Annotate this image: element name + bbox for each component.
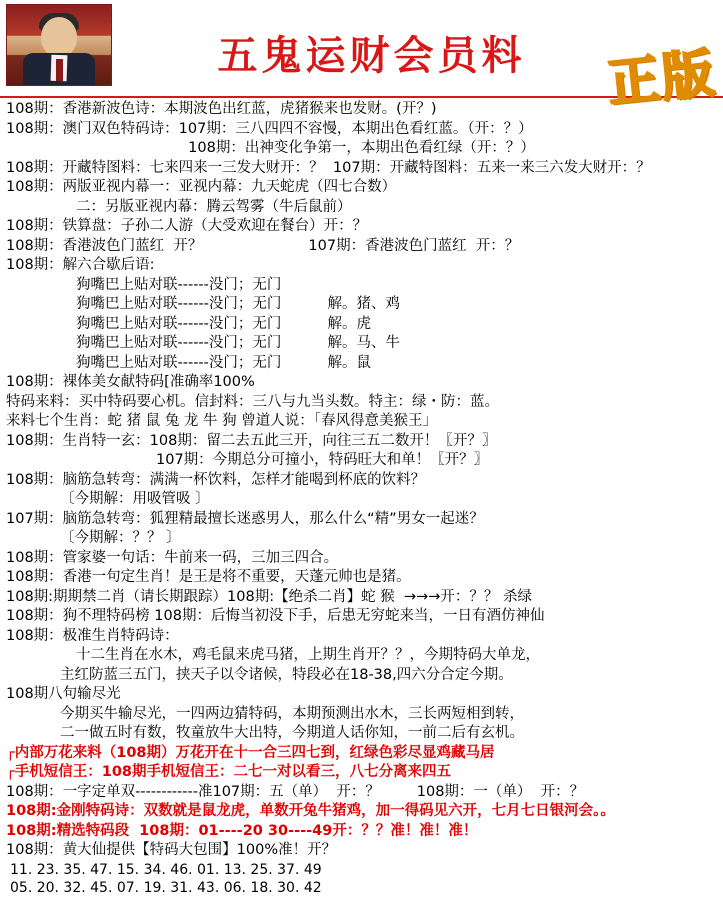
text-line: 108期：生肖特一玄：108期：留二去五此三开，向往三五二数开！〖开？〗 <box>6 432 497 449</box>
text-line: 十二生肖在水木，鸡毛鼠来虎马猪，上期生肖开？？，今期特码大单龙， <box>76 647 540 663</box>
text-line: 〔今期解：？？ 〕 <box>60 530 181 546</box>
text-line: 108期：极准生肖特码诗： <box>6 627 179 644</box>
highlight-line-text: 金刚特码诗：双数就是鼠龙虎，单数开兔牛猪鸡，加一得码见六开，七月七日银河会。。 <box>56 803 615 819</box>
text-line: 二：另版亚视内幕：腾云驾雾（牛后鼠前） <box>76 198 352 215</box>
highlight-line-text: 一字定单双------------准107期：五（单） 开：？ 108期：一（单） 开：？ <box>62 783 585 800</box>
text-line: 108期：开藏特图料：七来四来一三发大财开：？ 107期：开藏特图料：五来一来三六发大财开：？ <box>6 159 651 176</box>
highlight-line-prefix: 108期： <box>6 783 63 800</box>
highlight-line <box>6 763 717 783</box>
text-line: 108期八句输尽光 <box>6 686 121 702</box>
text-line: 108期：管家婆一句话：牛前来一码，三加三四合。 <box>6 549 339 566</box>
text-line: 今期买牛输尽光，一四两边猜特码，本期预测出水木，三长两短相到转， <box>60 705 524 722</box>
text-line: 107期：今期总分可撞小，特码旺大和单！〖开？〗 <box>156 452 489 468</box>
highlight-line-text: 108期手机短信王：二七一对以看三，八七分离来四五 <box>101 764 451 780</box>
text-line: 108期：解六合歇后语: <box>6 257 155 273</box>
text-line: 108期：脑筋急转弯：满满一杯饮料，怎样才能喝到杯底的饮料？ <box>6 471 426 488</box>
text-line: 107期：脑筋急转弯：狐狸精最擅长迷惑男人，那么什么“精”男女一起迷？ <box>6 510 484 527</box>
highlight-line-prefix: ┌内部万花来料（108期） <box>6 744 176 761</box>
highlight-line <box>6 744 717 764</box>
number-line: 05. 20. 32. 45. 07. 19. 31. 43. 06. 18. 30. 42 <box>10 879 322 896</box>
text-line: 108期:期期禁二肖（请长期跟踪）108期:【绝杀二肖】蛇 猴 →→→开：？？ 杀绿 <box>6 588 533 605</box>
text-line: 主红防蓝三五门，挟天子以令诸候，特段必在18-38,四六分合定今期。 <box>60 666 513 683</box>
highlight-line <box>6 802 717 822</box>
highlight-line-prefix: 108期: <box>6 803 57 819</box>
content-body <box>0 100 723 897</box>
highlight-line-text: 黄大仙提供【特码大包围】100%准！开？ <box>62 842 337 858</box>
highlight-line <box>6 783 717 803</box>
text-line-list <box>6 100 717 744</box>
text-line: 108期：出神变化争第一，本期出色看红绿（开：？） <box>188 140 535 156</box>
page-title: 五鬼运财会员料 <box>217 32 526 79</box>
highlight-line-prefix: 108期： <box>6 842 63 858</box>
number-line: 11. 23. 35. 47. 15. 34. 46. 01. 13. 25. 37. 49 <box>10 861 322 878</box>
text-line: 狗嘴巴上贴对联------没门；无门 解。鼠 <box>76 354 371 371</box>
text-line: 狗嘴巴上贴对联------没门；无门 解。马、牛 <box>76 335 400 351</box>
text-line: 狗嘴巴上贴对联------没门；无门 解。虎 <box>76 315 371 332</box>
number-list <box>6 861 717 897</box>
text-line: 108期：狗不理特码榜 108期：后悔当初没下手，后患无穷蛇来当，一日有酒仿神仙 <box>6 608 545 624</box>
highlight-line-text: 万花开在十一合三四七到，红绿色彩尽显鸡藏马居 <box>175 744 495 761</box>
text-line: 108期：两版亚视内幕一：亚视内幕：九天蛇虎（四七合数） <box>6 179 397 195</box>
text-line: 108期：香港波色门蓝红 开？ 107期：香港波色门蓝红 开：？ <box>6 237 520 254</box>
text-line: 狗嘴巴上贴对联------没门；无门 <box>76 276 282 293</box>
text-line: 狗嘴巴上贴对联------没门；无门 解。猪、鸡 <box>76 296 400 312</box>
highlight-line <box>6 841 717 861</box>
highlight-line-list <box>6 744 717 861</box>
text-line: 特码来料：买中特码要心机。信封料：三八与九当头数。特主：绿・防：蓝。 <box>6 393 499 410</box>
text-line: 来料七个生肖：蛇 猪 鼠 兔 龙 牛 狗 曾道人说：「春风得意美猴王」 <box>6 413 438 429</box>
text-line: 108期：澳门双色特码诗：107期：三八四四不容慢，本期出色看红蓝。（开：？） <box>6 120 533 137</box>
text-line: 108期：香港新波色诗：本期波色出红蓝，虎猪猴来也发财。(开？) <box>6 101 437 117</box>
highlight-line-prefix: 108期: <box>6 822 57 839</box>
highlight-line-text: 精选特码段 108期：01----20 30----49开：？？准！准！准！ <box>56 822 478 839</box>
highlight-line <box>6 822 717 842</box>
text-line: 108期：香港一句定生肖！是王是将不重要，天蓬元帅也是猪。 <box>6 569 411 585</box>
text-line: 二一做五时有数，牧童放牛大出特，今期道人话你知，一前二后有玄机。 <box>60 725 524 741</box>
official-stamp: 正版 <box>604 42 719 115</box>
text-line: 〔今期解：用吸管吸 〕 <box>60 491 210 507</box>
highlight-line-prefix: ┌手机短信王： <box>6 764 102 780</box>
text-line: 108期：裸体美女献特码[准确率100% <box>6 374 255 390</box>
text-line: 108期：铁算盘：子孙二人游（大受欢迎在餐台）开：？ <box>6 218 368 234</box>
